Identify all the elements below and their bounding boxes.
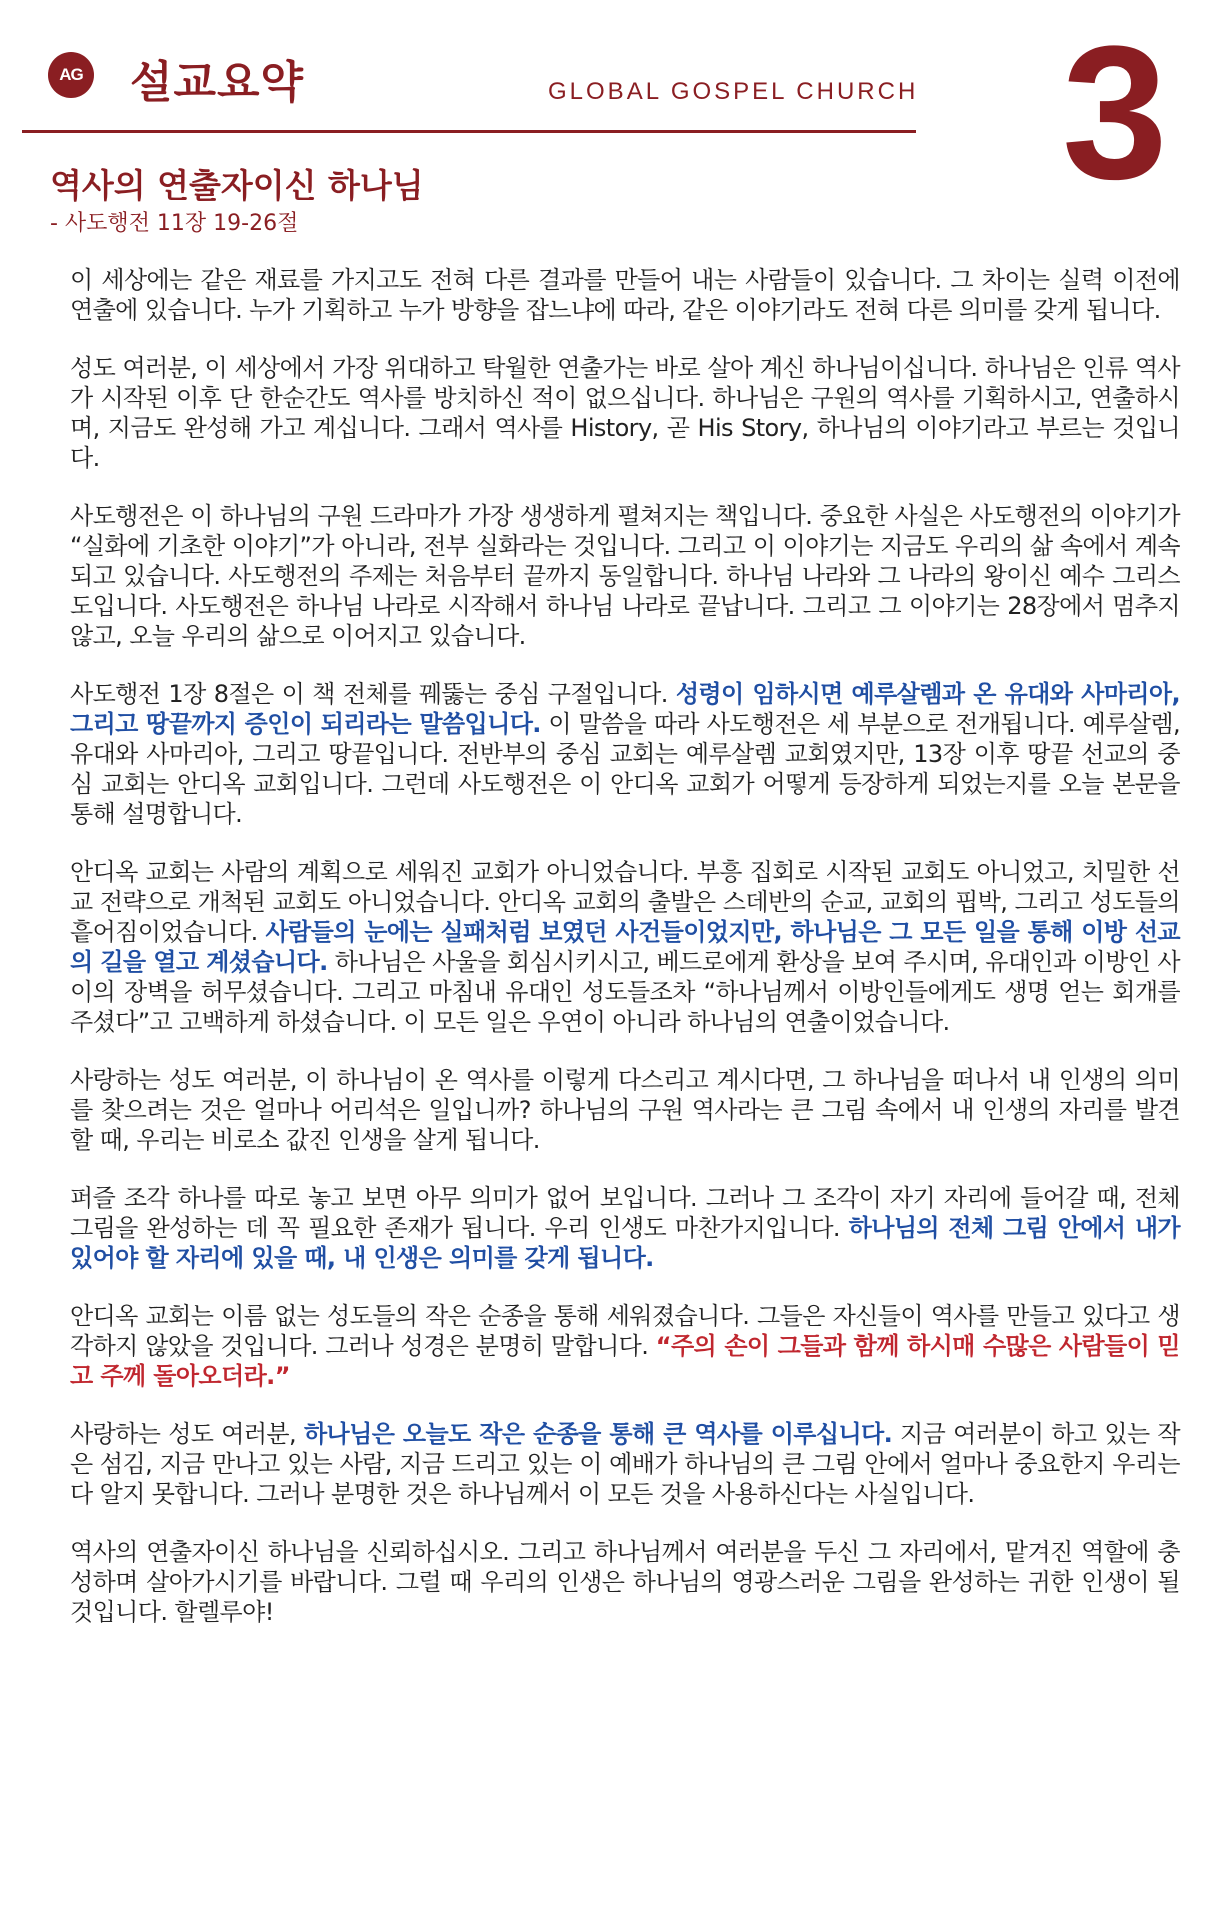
- sermon-body: [70, 265, 1180, 1655]
- sermon-paragraph: [70, 353, 1180, 473]
- church-logo-icon: [48, 52, 94, 98]
- logo-text: AG: [59, 65, 83, 84]
- highlighted-text: 성령이 임하시면 예루살렘과 온 유대와 사마리아, 그리고 땅끝까지 증인이 되리라는 말씀입니다.: [70, 680, 1180, 738]
- sermon-paragraph: [70, 1301, 1180, 1391]
- paragraph-text: 이 말씀을 따라 사도행전은 세 부분으로 전개됩니다. 예루살렘, 유대와 사마리아, 그리고 땅끝입니다. 전반부의 중심 교회는 예루살렘 교회였지만, 13장 이후 땅끝 선교의 중심 교회는 안디옥 교회입니다. 그런데 사도행전은 이 안디옥 교회가 어떻게 등장하게 되었는지를 오늘 본문을 통해 설명합니다.: [70, 710, 1180, 828]
- paragraph-text: 성도 여러분, 이 세상에서 가장 위대하고 탁월한 연출가는 바로 살아 계신 하나님이십니다. 하나님은 인류 역사가 시작된 이후 단 한순간도 역사를 방치하신 적이 없으십니다. 하나님은 구원의 역사를 기획하시고, 연출하시며, 지금도 완성해 가고 계십니다. 그래서 역사를 History, 곧 His Story, 하나님의 이야기라고 부르는 것입니다.: [70, 354, 1180, 472]
- sermon-paragraph: [70, 1065, 1180, 1155]
- scripture-reference: - 사도행전 11장 19-26절: [50, 211, 299, 236]
- paragraph-text: 사도행전 1장 8절은 이 책 전체를 꿰뚫는 중심 구절입니다.: [70, 680, 676, 708]
- header-divider: [22, 130, 916, 133]
- sermon-paragraph: [70, 679, 1180, 829]
- paragraph-text: 하나님은 사울을 회심시키시고, 베드로에게 환상을 보여 주시며, 유대인과 이방인 사이의 장벽을 허무셨습니다. 그리고 마침내 유대인 성도들조차 “하나님께서 이방인들에게도 생명 얻는 회개를 주셨다”고 고백하게 하셨습니다. 이 모든 일은 우연이 아니라 하나님의 연출이었습니다.: [70, 948, 1181, 1036]
- paragraph-text: 안디옥 교회는 사람의 계획으로 세워진 교회가 아니었습니다. 부흥 집회로 시작된 교회도 아니었고, 치밀한 선교 전략으로 개척된 교회도 아니었습니다. 안디옥 교회의 출발은 스데반의 순교, 교회의 핍박, 그리고 성도들의 흩어짐이었습니다.: [70, 858, 1180, 946]
- church-name: GLOBAL GOSPEL CHURCH: [548, 78, 919, 105]
- highlighted-text: 사람들의 눈에는 실패처럼 보였던 사건들이었지만, 하나님은 그 모든 일을 통해 이방 선교의 길을 열고 계셨습니다.: [70, 918, 1180, 976]
- page-title: 설교요약: [130, 57, 305, 108]
- highlighted-text: 하나님의 전체 그림 안에서 내가 있어야 할 자리에 있을 때, 내 인생은 의미를 갖게 됩니다.: [70, 1214, 1180, 1272]
- sermon-title: 역사의 연출자이신 하나님: [50, 166, 424, 205]
- paragraph-text: 사랑하는 성도 여러분,: [70, 1420, 304, 1448]
- paragraph-text: 안디옥 교회는 이름 없는 성도들의 작은 순종을 통해 세워졌습니다. 그들은 자신들이 역사를 만들고 있다고 생각하지 않았을 것입니다. 그러나 성경은 분명히 말합니다.: [70, 1302, 1180, 1360]
- highlighted-text: 하나님은 오늘도 작은 순종을 통해 큰 역사를 이루십니다.: [303, 1420, 893, 1448]
- sermon-paragraph: [70, 265, 1180, 325]
- sermon-paragraph: [70, 501, 1180, 651]
- paragraph-text: 역사의 연출자이신 하나님을 신뢰하십시오. 그리고 하나님께서 여러분을 두신 그 자리에서, 맡겨진 역할에 충성하며 살아가시기를 바랍니다. 그럴 때 우리의 인생은 하나님의 영광스러운 그림을 완성하는 귀한 인생이 될 것입니다. 할렐루야!: [70, 1538, 1180, 1626]
- issue-number: 3: [1062, 7, 1168, 219]
- sermon-paragraph: [70, 1183, 1180, 1273]
- paragraph-text: 이 세상에는 같은 재료를 가지고도 전혀 다른 결과를 만들어 내는 사람들이 있습니다. 그 차이는 실력 이전에 연출에 있습니다. 누가 기획하고 누가 방향을 잡느냐에 따라, 같은 이야기라도 전혀 다른 의미를 갖게 됩니다.: [70, 266, 1180, 324]
- sermon-paragraph: [70, 1419, 1180, 1509]
- paragraph-text: 지금 여러분이 하고 있는 작은 섬김, 지금 만나고 있는 사람, 지금 드리고 있는 이 예배가 하나님의 큰 그림 안에서 얼마나 중요한지 우리는 다 알지 못합니다. 그러나 분명한 것은 하나님께서 이 모든 것을 사용하신다는 사실입니다.: [70, 1420, 1180, 1508]
- highlighted-text: “주의 손이 그들과 함께 하시매 수많은 사람들이 믿고 주께 돌아오더라.”: [70, 1332, 1180, 1390]
- paragraph-text: 퍼즐 조각 하나를 따로 놓고 보면 아무 의미가 없어 보입니다. 그러나 그 조각이 자기 자리에 들어갈 때, 전체 그림을 완성하는 데 꼭 필요한 존재가 됩니다. 우리 인생도 마찬가지입니다.: [70, 1184, 1180, 1242]
- paragraph-text: 사랑하는 성도 여러분, 이 하나님이 온 역사를 이렇게 다스리고 계시다면, 그 하나님을 떠나서 내 인생의 의미를 찾으려는 것은 얼마나 어리석은 일입니까? 하나님의 구원 역사라는 큰 그림 속에서 내 인생의 자리를 발견할 때, 우리는 비로소 값진 인생을 살게 됩니다.: [70, 1066, 1180, 1154]
- paragraph-text: 사도행전은 이 하나님의 구원 드라마가 가장 생생하게 펼쳐지는 책입니다. 중요한 사실은 사도행전의 이야기가 “실화에 기초한 이야기”가 아니라, 전부 실화라는 것입니다. 그리고 이 이야기는 지금도 우리의 삶 속에서 계속되고 있습니다. 사도행전의 주제는 처음부터 끝까지 동일합니다. 하나님 나라와 그 나라의 왕이신 예수 그리스도입니다. 사도행전은 하나님 나라로 시작해서 하나님 나라로 끝납니다. 그리고 그 이야기는 28장에서 멈추지 않고, 오늘 우리의 삶으로 이어지고 있습니다.: [70, 502, 1180, 650]
- sermon-paragraph: [70, 1537, 1180, 1627]
- sermon-paragraph: [70, 857, 1180, 1037]
